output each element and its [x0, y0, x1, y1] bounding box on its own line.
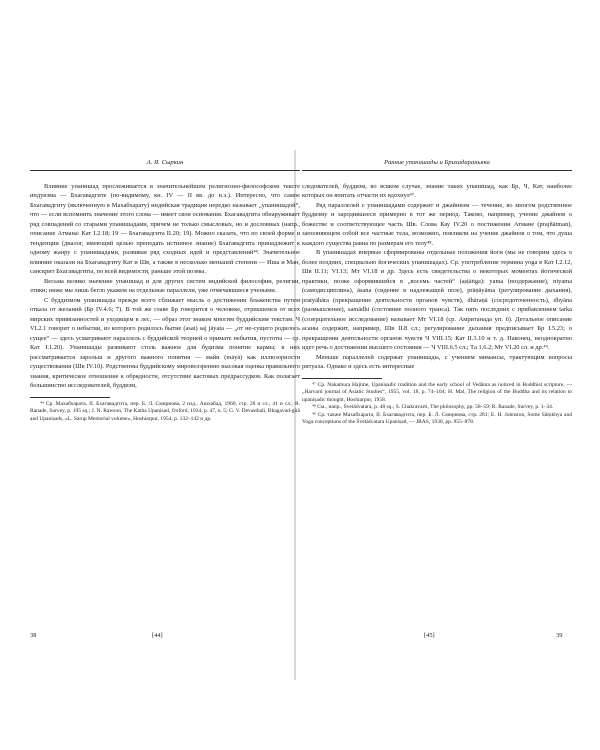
left-footnote-rule [30, 397, 110, 398]
right-paragraph-2: Ряд параллелей с упанишадами содержит и джайнизм — течение, во многом родственное буддизму и зародившееся примерно в тот же период. Таково, например, учение джайнов о божестве и соответствующее часть Шв. Слова Кау IV.20 о постижении Атмане (prajñātman), заполняющем собой все частные тела, возможно, повлияли на учение джайнов о том, что душа каждого существа равна по размерам его телу⁴⁸. [302, 201, 572, 247]
right-scan-page-stamp: [45] [424, 632, 435, 639]
right-paragraph-1: следователей, буддизм, во всяком случае, знание таких упанишад, как Бр, Ч, Кат, наиболее которых он впитать отчасти их вдохнул⁴⁷. [302, 182, 572, 199]
right-footnote-47: ⁴⁷ Ср. Nakamura Hajime, Upaniṣadic tradition and the early school of Vedānta as noticed in Buddhist scripture, — „Harvard journal of Asiatic Studies“, 1955, vol. 18, р. 74–104; H. Mal, The religion of the Buddha and its relation to upaniṣadic thought, Hoshiarpur, 1958. [302, 381, 572, 403]
left-paragraph-2: Весьма велико значение упанишад и для других систем индийской философии, религии, этики; ниже мы лишь бегло укажем на отдельные параллели, уже отмечавшиеся учеными. [30, 277, 300, 294]
left-scan-page-stamp: [44] [152, 632, 163, 639]
right-page-number: 39 [556, 632, 563, 639]
right-paragraph-4: Меньше параллелей содержат упанишады, с учением мимансы, трактующим вопросы ритуала. Однако и здесь есть интересные [302, 353, 572, 370]
right-page [302, 158, 572, 658]
right-paragraph-3: В упанишадах впервые сформированы отдельные положения йоги (мы не говорим здесь о более поздних, специально йогических упанишадах). Ср. употребление термина yoga в Кат I.2.12, Шв II.11; VI.13; Мт VI.18 и др. Здесь есть свидетельства о некоторых моментах йогической практики, позже оформившейся в „восемь частей“ (aṣṭāṅga): yama (воздержание), niyama (самодисциплина), āsana (сидение в надлежащей позе), prāṇāyāma (регулирование дыхания), pratyāhāra (прекращение деятельности органов чувств), dhāraṇā (сосредоточенность), dhyāna (размышление), samādhi (состояние полного транса). Так пять последних с прибавлением tarka (созерцательное исследование) называет Мт VI.18 (ср. Амританада уп. 6). Детальное описание асаны содержит, например, Шв II.8 сл.; регулирование дыхания предписывает Бр I.5.23; о прекращении деятельности органов чувств Ч VIII.15; Кат II.3.10 и т. д. Наконец, неоднократно идет речь о достижении высшего состояния — Ч VIII.6.5 сл.; Тa 1.6.2; Мт VI.20 сл. и др.⁴⁹. [302, 249, 572, 351]
right-footnote-48: ⁴⁸ См., напр., Śvetāśvatara, р. 48 sq.; S. Chakravarti, The philosophy, рр. 58–59; R. Ranade, Survey, р. 1–34. [312, 404, 554, 411]
left-paragraph-1: Влияние упанишад прослеживается в значительнейшем религиозно-философском тексте индуизма — Бхагавадгите (по-видимому, кн. IV — II вв. до н.э.). Интересно, что самое Бхагавадгиту (включенную в Махабхарату) индийская традиция нередко называет „упанишадой“, что — если вспомнить значение этого слова — имеет свои основания. Бхагавадгита обнаруживает ряд совпадений со старыми упанишадами, причем не только смысловых, но и дословных (напр., описание Атмана: Кат I.2.18; 19 — Бхагавадгита II.20; 19). Можно сказать, что по своей форме и тенденции (диалог, имеющий целью преподать истинное знание) Бхагавадгита принадлежит к одному жанру с упанишадами, развивая ряд сходных идей и представлений⁴⁴. Значительное влияние оказали на Бхагавадгиту Кат и Шв, а также в несколько меньшей степени — Иша и Ман, санскрит Бхагавадгиты, по всей видимости, раньше этой поэмы. [30, 182, 300, 275]
left-page-number: 38 [30, 632, 37, 639]
right-footnote-rule [302, 378, 382, 379]
right-running-head: Ранние упанишады и Брихадараньяка [302, 158, 572, 171]
right-footnote-49: ⁴⁹ Ср. также Махабхарата, II. Бхагавадгита, пер. Б. Л. Смирнова, стр. 281; E. H. Johnston, Some Sāṃkhya and Yoga conceptions of the Śvetāśvatara Upaniṣad, — JRAS, 1930, рр. 855–878. [302, 411, 572, 426]
left-paragraph-3: С буддизмом упанишады прежде всего сближает мысль о достижении блаженства путем отказа от желаний (Бр IV.4.6; 7). В той же главе Бр говорится о человеке, отрекшемся от всех мирских привязанностей и уходящем в лес, — образ этот знаком многим буддийским текстам. Ч VI.2.1 говорит о небытии, из которого родилось бытие (asat) saj jāyata — „от не-сущего родилось сущее“ — здесь усматривают параллель с буддийской теорией о примате небытия, пустоты — ср. Кат I.1.20). Упанишады развивают столь важное для будизма понятие кармы; в них рассматривается зарольш и другого важного понятия — майи (māyā) как иллюзорности существования (Шв IV.10). Родственны буддийскому мировоззрению высокая оценка правильного знания, критическое отношение к обрядности, отсутствие кастовых предрассудков. Как полагает большинство исследователей, буддизм, [30, 296, 300, 389]
left-page [30, 158, 300, 658]
left-footnote-44: ⁴⁴ Ср. Махабхарата, II. Бхагавадгита, пер. Б. Л. Смирнова, 2 изд., Ашхабад, 1960, стр. 28 и сл.; 41 и сл.; R. Ranade, Survey, р. 195 sq.; J. N. Rawson, The Katha Upanisad, Oxford, 1934, р. 47, n. 5; G. V. Devasthali, Bhagavad-gītā and Upaniṣads, «L. Sarup Memorial volume», Hoshiarpur, 1954, р. 132–142 и др. [30, 400, 300, 422]
left-running-head: А. Я. Сыркин [30, 158, 300, 171]
